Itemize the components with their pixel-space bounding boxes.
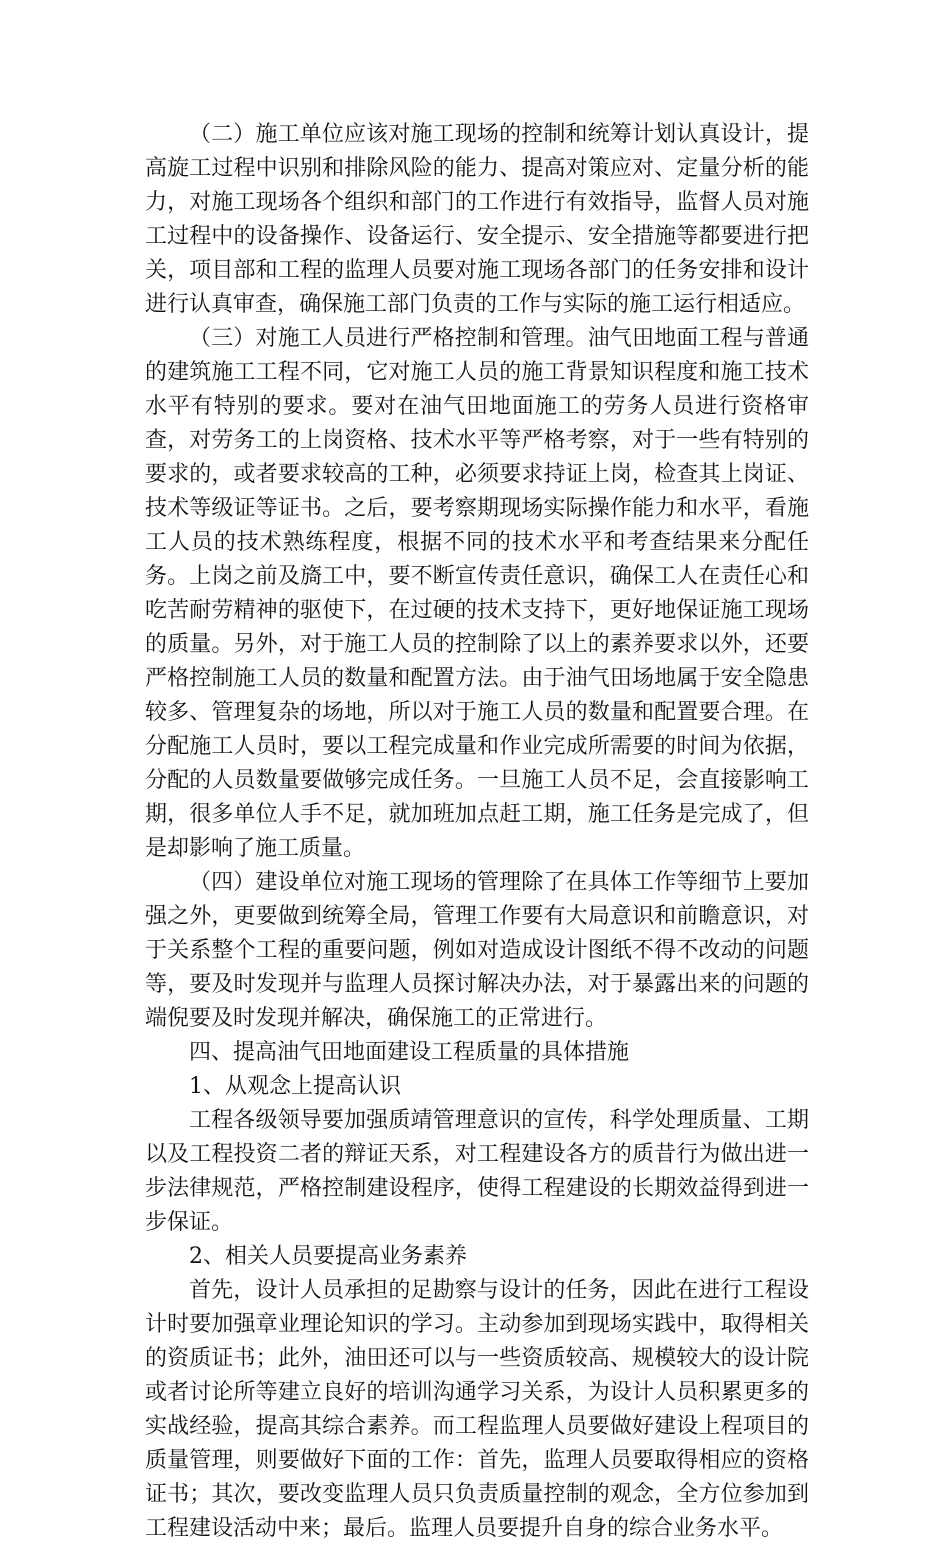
subheading-awareness: 1、从观念上提高认识 bbox=[189, 1074, 401, 1099]
document-body bbox=[145, 118, 809, 1546]
paragraph-construction-unit-planning: （二）施工单位应该对施工现场的控制和统筹计划认真设计，提高旋工过程中识别和排除风险的能力、提高对策应对、定量分析的能力，对施工现场各个组织和部门的工作进行有效指导，监督人员对施工过程中的设备操作、设备运行、安全提示、安全措施等都要进行把关，项目部和工程的监理人员要对施工现场各部门的任务安排和设计进行认真审查，确保施工部门负责的工作与实际的施工运行相适应。 bbox=[145, 122, 809, 317]
paragraph-designers-supervisors: 首先，设计人员承担的足勘察与设计的任务，因此在进行工程设计时要加强章业理论知识的学习。主动参加到现场实践中，取得相关的资质证书；此外，油田还可以与一些资质较高、规模较大的设计院或者讨论所等建立良好的培训沟通学习关系，为设计人员积累更多的实战经验，提高其综合素养。而工程监理人员要做好建设上程项目的质量管理，则要做好下面的工作：首先，监理人员要取得相应的资格证书；其次，要改变监理人员只负责质量控制的观念，全方位参加到工程建设活动中来；最后。监理人员要提升自身的综合业务水平。 bbox=[145, 1278, 809, 1541]
subheading-personnel-quality: 2、相关人员要提高业务素养 bbox=[189, 1244, 467, 1269]
paragraph-personnel-control: （三）对施工人员进行严格控制和管理。油气田地面工程与普通的建筑施工工程不同，它对施工人员的施工背景知识程度和施工技术水平有特别的要求。要对在油气田地面施工的劳务人员进行资格审查，对劳务工的上岗资格、技术水平等严格考察，对于一些有特别的要求的，或者要求较高的工种，必须要求持证上岗，检查其上岗证、技术等级证等证书。之后，要考察期现场实际操作能力和水平，看施工人员的技术熟练程度，根据不同的技术水平和考查结果来分配任务。上岗之前及旖工中，要不断宣传责任意识，确保工人在责任心和吃苦耐劳精神的驱使下，在过硬的技术支持下，更好地保证施工现场的质量。另外，对于施工人员的控制除了以上的素养要求以外，还要严格控制施工人员的数量和配置方法。由于油气田场地属于安全隐患较多、管理复杂的场地，所以对于施工人员的数量和配置要合理。在分配施工人员时，要以工程完成量和作业完成所需要的时间为依据，分配的人员数量要做够完成任务。一旦施工人员不足，会直接影响工期，很多单位人手不足，就加班加点赶工期，施工任务是完成了，但是却影响了施工质量。 bbox=[145, 326, 809, 861]
paragraph-owner-management: （四）建设单位对施工现场的管理除了在具体工作等细节上要加强之外，更要做到统筹全局，管理工作要有大局意识和前瞻意识，对于关系整个工程的重要问题，例如对造成设计图纸不得不改动的问题等，要及时发现并与监理人员探讨解决办法，对于暴露出来的问题的端倪要及时发现并解决，确保施工的正常进行。 bbox=[145, 870, 809, 1031]
section-heading-measures: 四、提高油气田地面建设工程质量的具体措施 bbox=[189, 1040, 630, 1065]
paragraph-leadership-awareness: 工程各级领导要加强质靖管理意识的宣传，科学处理质量、工期以及工程投资二者的辩证天系，对工程建设各方的质昔行为做出进一步法律规范，严格控制建设程序，使得工程建设的长期效益得到进一步保证。 bbox=[145, 1108, 809, 1235]
